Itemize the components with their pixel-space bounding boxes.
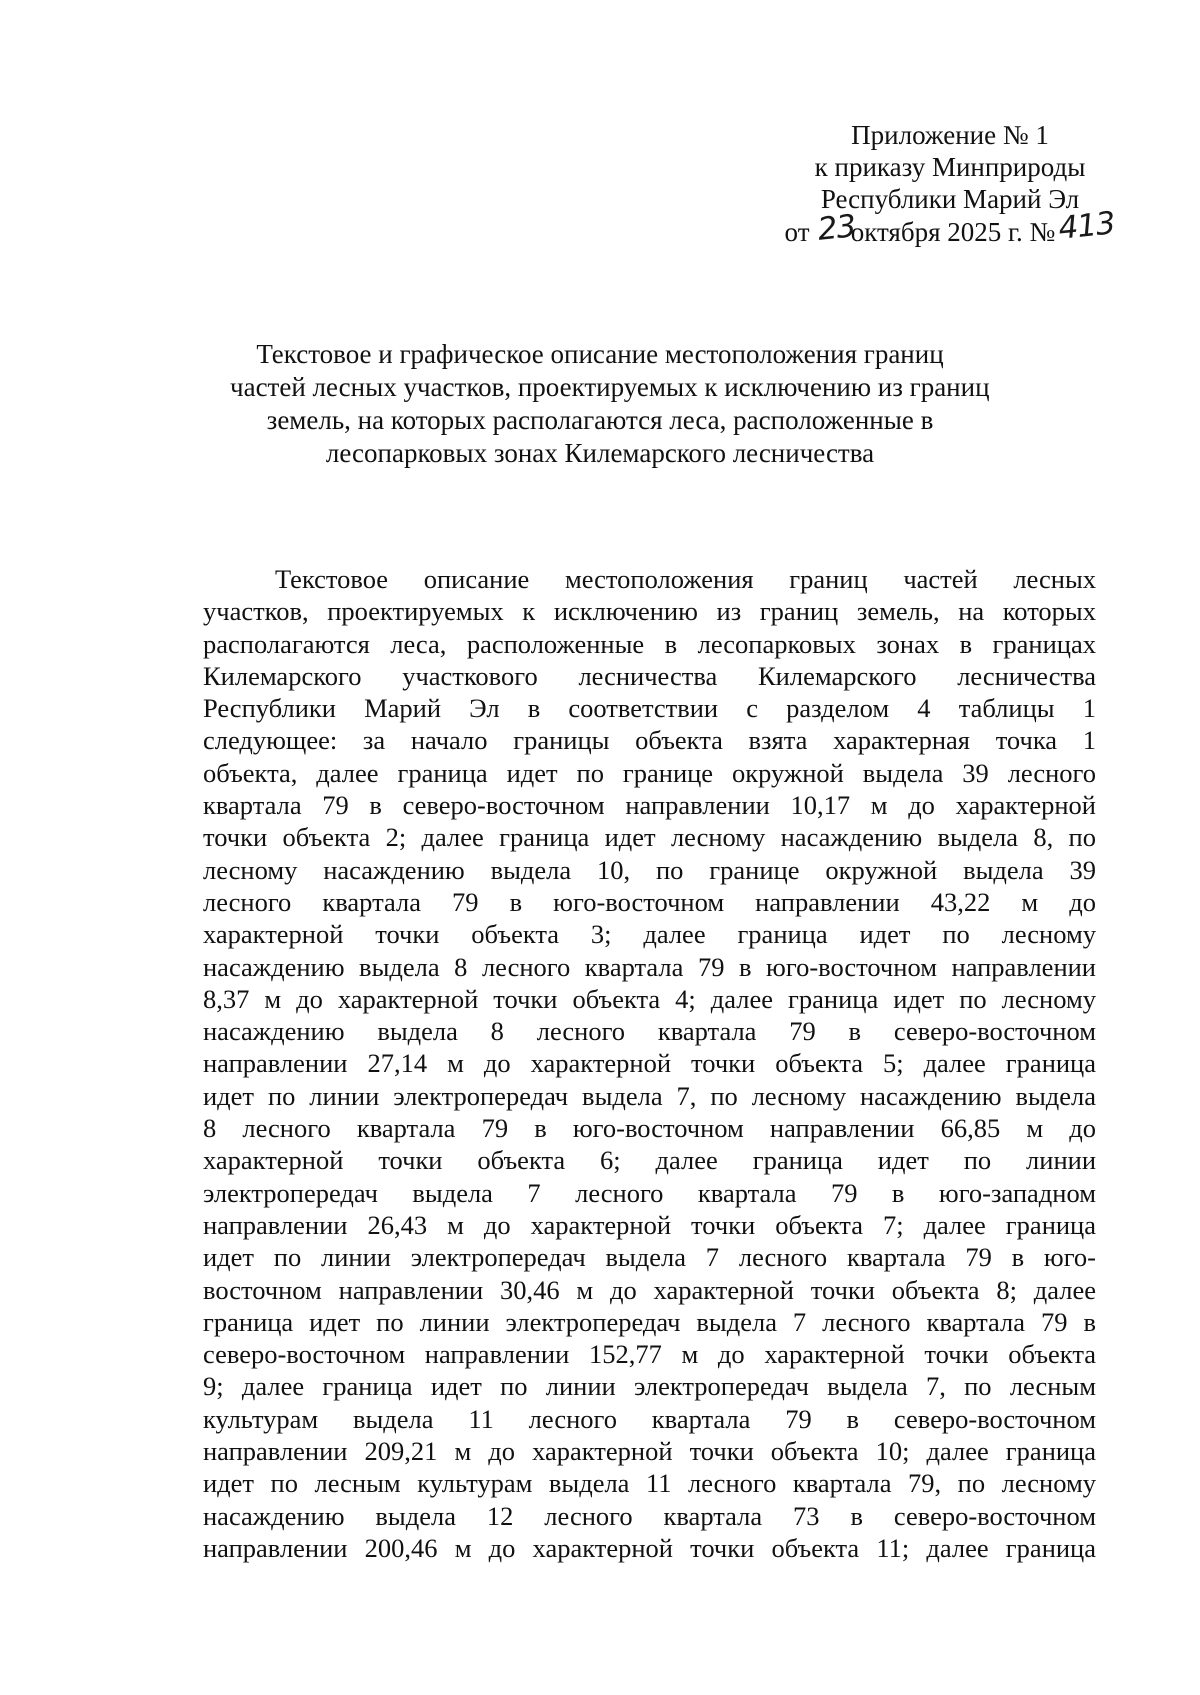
body-line: идет по лесным культурам выдела 11 лесного квартала 79, по лесному xyxy=(203,1468,1096,1499)
body-line: располагаются леса, расположенные в лесопарковых зонах в границах xyxy=(203,628,1096,659)
handwritten-order-number: 413 xyxy=(1057,205,1117,247)
title-line: лесопарковых зонах Килемарского лесничества xyxy=(325,438,875,468)
title-line: земель, на которых располагаются леса, расположенные в xyxy=(266,405,934,435)
body-line: насаждению выдела 12 лесного квартала 73 в северо-восточном xyxy=(203,1500,1096,1531)
appendix-republic: Республики Марий Эл xyxy=(820,184,1080,214)
body-line: 9; далее граница идет по линии электропередач выдела 7, по лесным xyxy=(203,1371,1096,1402)
body-line: граница идет по линии электропередач выдела 7 лесного квартала 79 в xyxy=(203,1306,1096,1337)
appendix-date-line xyxy=(780,205,1120,248)
body-line: характерной точки объекта 3; далее граница идет по лесному xyxy=(203,919,1096,950)
body-line: 8 лесного квартала 79 в юго-восточном направлении 66,85 м до xyxy=(203,1113,1096,1144)
body-line: идет по линии электропередач выдела 7, по лесному насаждению выдела xyxy=(203,1080,1096,1111)
body-line: насаждению выдела 8 лесного квартала 79 в северо-восточном xyxy=(203,1016,1096,1047)
body-line: направлении 26,43 м до характерной точки объекта 7; далее граница xyxy=(203,1209,1096,1240)
body-line: северо-восточном направлении 152,77 м до характерной точки объекта xyxy=(203,1339,1096,1370)
date-prefix: от xyxy=(784,217,810,247)
body-line: идет по линии электропередач выдела 7 лесного квартала 79 в юго- xyxy=(203,1242,1096,1273)
appendix-header xyxy=(780,119,1120,248)
document-title xyxy=(230,338,990,470)
title-line: частей лесных участков, проектируемых к исключению из границ xyxy=(230,372,990,402)
body-line: участков, проектируемых к исключению из границ земель, на которых xyxy=(203,596,1096,627)
body-line: восточном направлении 30,46 м до характерной точки объекта 8; далее xyxy=(203,1274,1096,1305)
title-line: Текстовое и графическое описание местоположения границ xyxy=(256,339,944,369)
body-line: следующее: за начало границы объекта взята характерная точка 1 xyxy=(203,725,1096,756)
body-line: насаждению выдела 8 лесного квартала 79 в юго-восточном направлении xyxy=(203,951,1096,982)
body-line: квартала 79 в северо-восточном направлении 10,17 м до характерной xyxy=(203,790,1096,821)
body-line: культурам выдела 11 лесного квартала 79 в северо-восточном xyxy=(203,1403,1096,1434)
body-line: направлении 200,46 м до характерной точки объекта 11; далее граница xyxy=(203,1532,1096,1563)
handwritten-day: 23 xyxy=(816,208,858,248)
body-line: лесного квартала 79 в юго-восточном направлении 43,22 м до xyxy=(203,886,1096,917)
body-line: лесному насаждению выдела 10, по границе окружной выдела 39 xyxy=(203,854,1096,885)
appendix-order-ref: к приказу Минприроды xyxy=(814,152,1086,182)
body-line: характерной точки объекта 6; далее граница идет по линии xyxy=(203,1145,1096,1176)
body-line: направлении 27,14 м до характерной точки объекта 5; далее граница xyxy=(203,1048,1096,1079)
appendix-title: Приложение № 1 xyxy=(851,120,1049,150)
body-line: направлении 209,21 м до характерной точки объекта 10; далее граница xyxy=(203,1436,1096,1467)
body-line: Текстовое описание местоположения границ частей лесных xyxy=(275,564,1096,594)
body-line: 8,37 м до характерной точки объекта 4; далее граница идет по лесному xyxy=(203,983,1096,1014)
body-line: Килемарского участкового лесничества Килемарского лесничества xyxy=(203,660,1096,691)
body-line: объекта, далее граница идет по границе окружной выдела 39 лесного xyxy=(203,757,1096,788)
body-line: точки объекта 2; далее граница идет лесному насаждению выдела 8, по xyxy=(203,822,1096,853)
body-line: электропередач выдела 7 лесного квартала 79 в юго-западном xyxy=(203,1177,1096,1208)
body-line: Республики Марий Эл в соответствии с разделом 4 таблицы 1 xyxy=(203,693,1096,724)
date-rest: октября 2025 г. № xyxy=(850,217,1056,247)
body-paragraph xyxy=(203,563,1096,1564)
